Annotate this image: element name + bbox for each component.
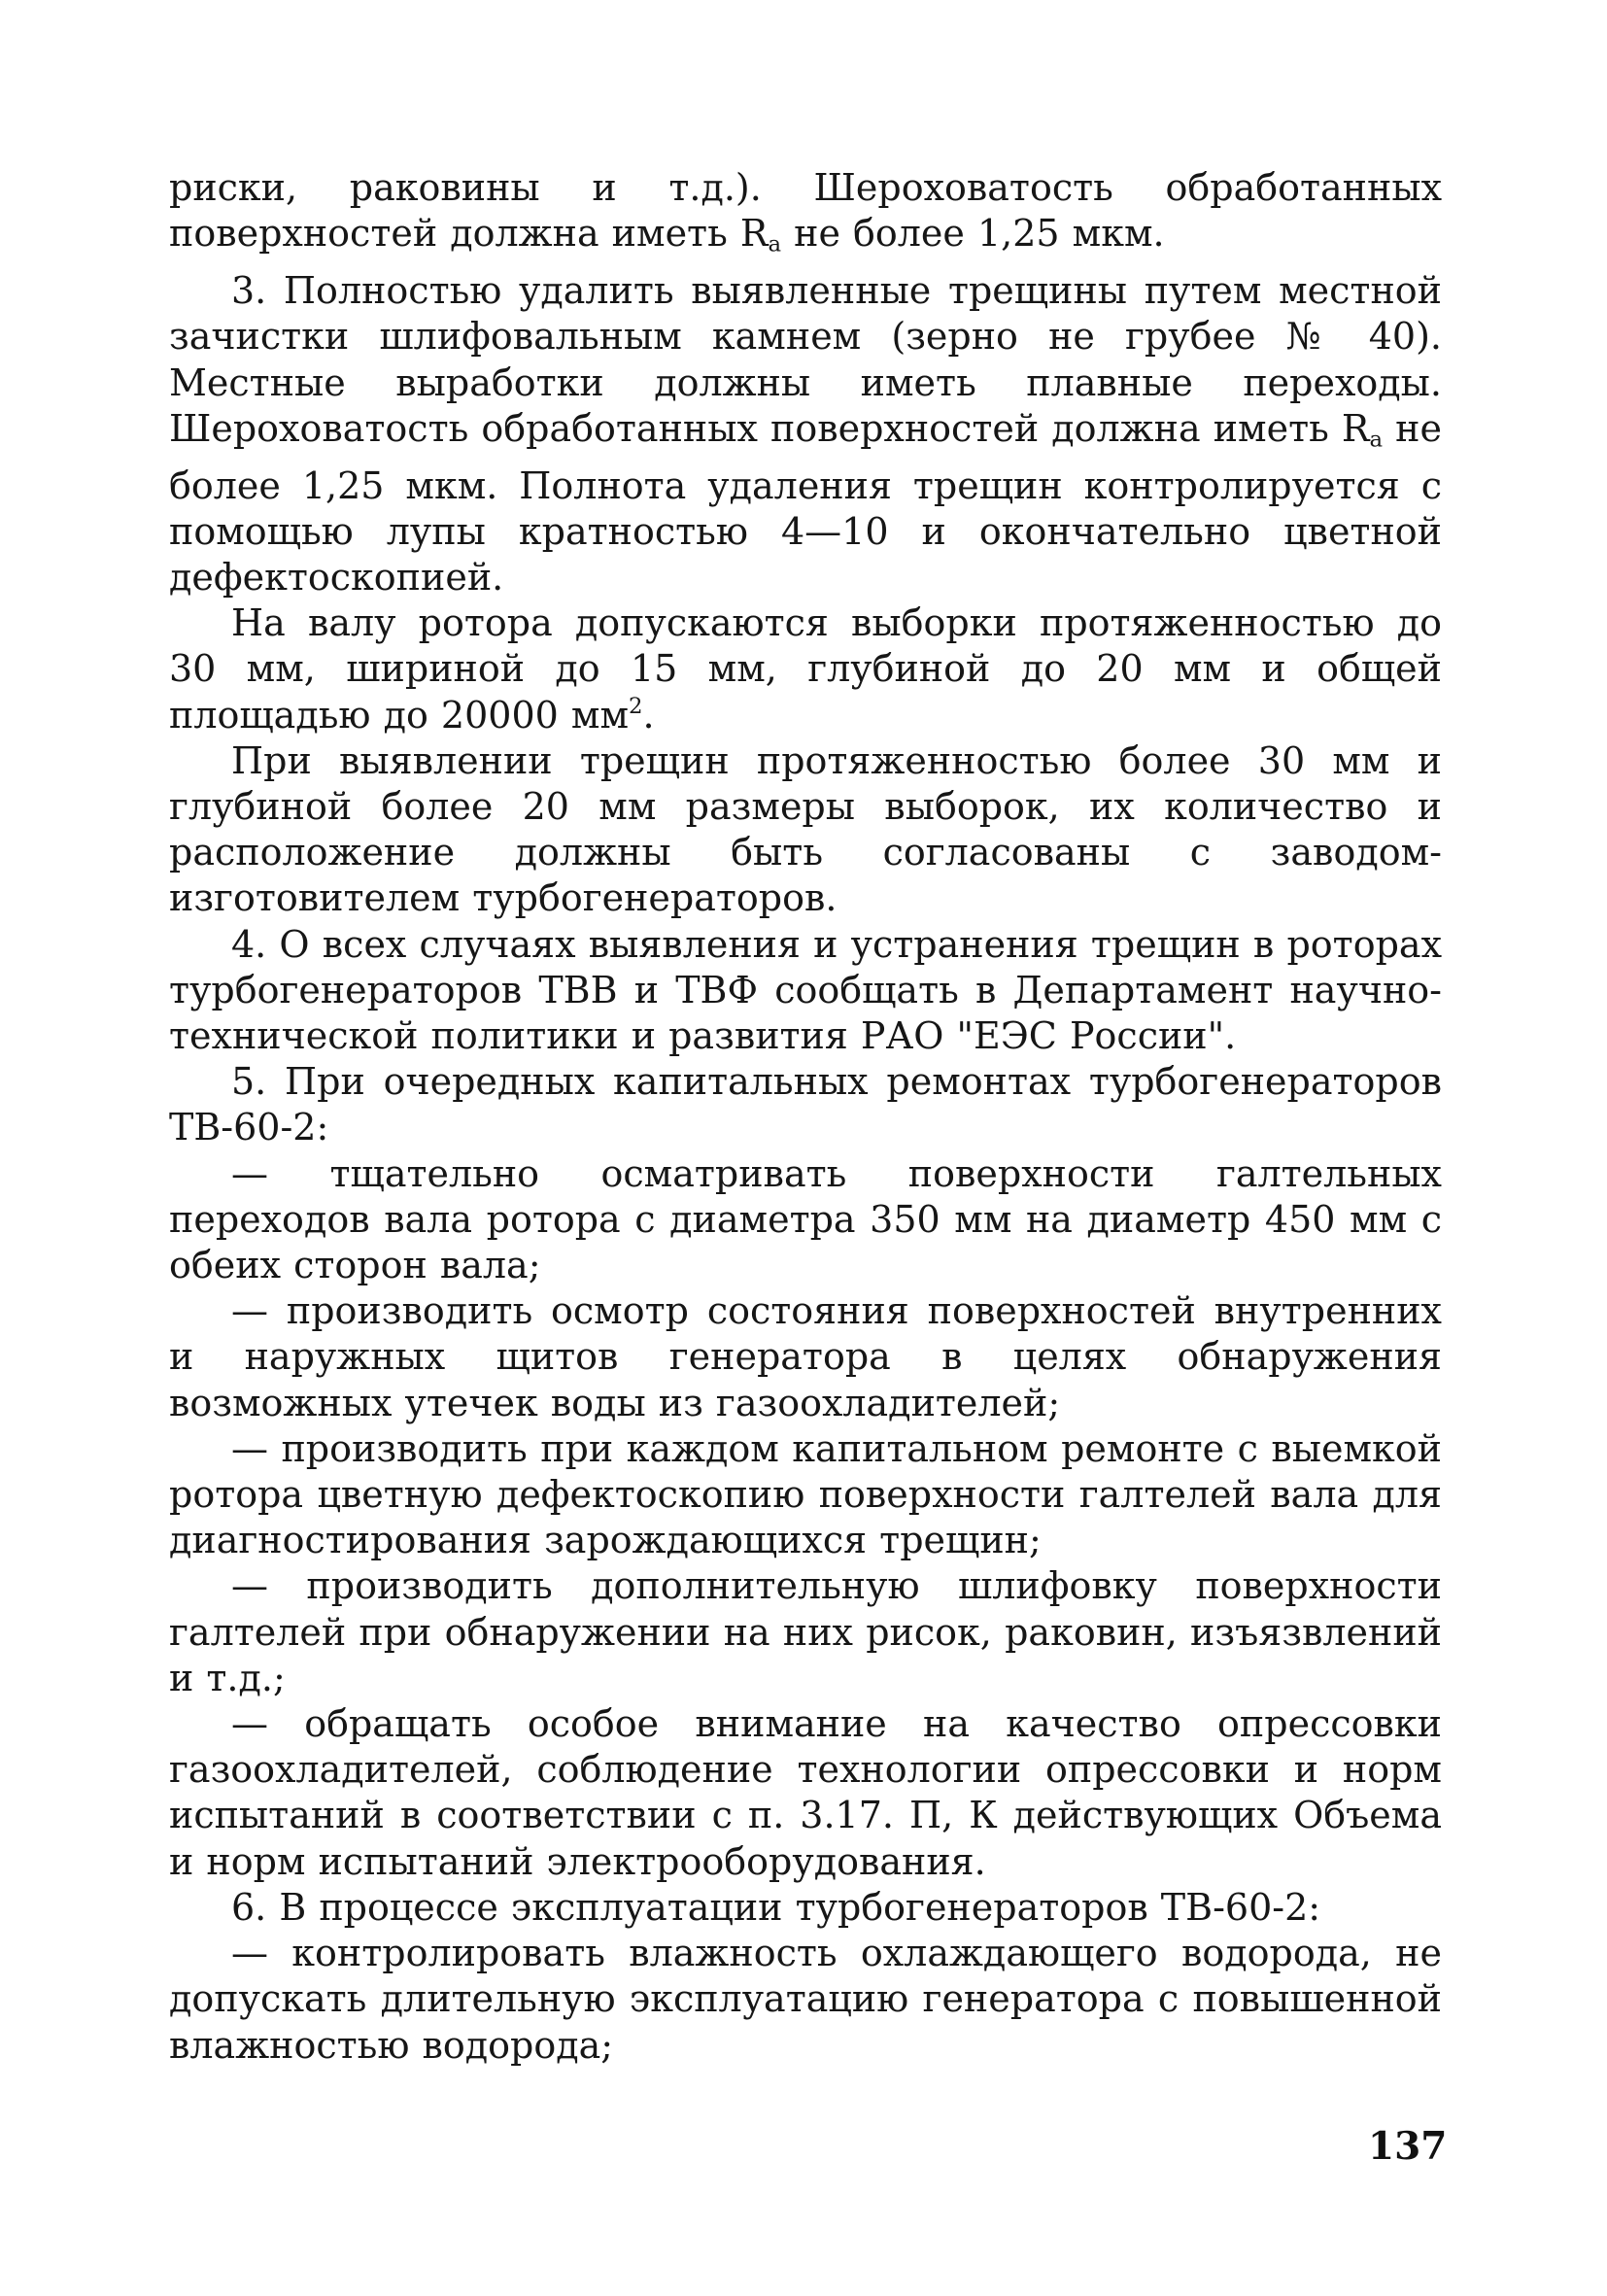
- paragraph-13: — контролировать влажность охлаждающего водорода, не допускать длительную эксплуатацию генератора с повышенной влажностью водорода;: [169, 1932, 1442, 2067]
- paragraph-2-text-b: не более 1,25 мкм. Полнота удаления трещин контролируется с помощью лупы кратностью 4—10 и окончательно цветной дефектоскопией.: [169, 406, 1442, 599]
- paragraph-11: — обращать особое внимание на качество опрессовки газоохладителей, соблюдение технологии опрессовки и норм испытаний в соответствии с п. 3.17. П, К действующих Объема и норм испытаний электрооборудования.: [169, 1702, 1442, 1883]
- paragraph-4: При выявлении трещин протяженностью более 30 мм и глубиной более 20 мм размеры выборок, их количество и расположение должны быть согласованы с заводом-изготовителем турбогенераторов.: [169, 738, 1442, 920]
- paragraph-6: 5. При очередных капитальных ремонтах турбогенераторов ТВ-60-2:: [169, 1060, 1442, 1149]
- paragraph-7: — тщательно осматривать поверхности галтельных переходов вала ротора с диаметра 350 мм на диаметр 450 мм с обеих сторон вала;: [169, 1151, 1442, 1287]
- page-number: 137: [1368, 2124, 1448, 2169]
- paragraph-12: 6. В процессе эксплуатации турбогенераторов ТВ-60-2:: [231, 1885, 1321, 1929]
- paragraph-9: — производить при каждом капитальном ремонте с выемкой ротора цветную дефектоскопию поверхности галтелей вала для диагностирования зарождающихся трещин;: [169, 1426, 1442, 1562]
- paragraph-3: [169, 600, 1442, 738]
- paragraph-3-text-b: .: [642, 693, 655, 737]
- paragraph-5: 4. О всех случаях выявления и устранения трещин в роторах турбогенераторов ТВВ и ТВФ сообщать в Департамент научно-технической политики и развития РАО "ЕЭС России".: [169, 922, 1442, 1058]
- paragraph-3-text-a: На валу ротора допускаются выборки протяженностью до 30 мм, шириной до 15 мм, глубиной до 20 мм и общей площадью до 20000 мм: [169, 601, 1442, 737]
- paragraph-8: — производить осмотр состояния поверхностей внутренних и наружных щитов генератора в целях обнаружения возможных утечек воды из газоохладителей;: [169, 1289, 1442, 1424]
- paragraph-1-text-a: риски, раковины и т.д.). Шероховатость обработанных поверхностей должна иметь R: [169, 166, 1442, 256]
- subscript-a: a: [768, 231, 782, 257]
- paragraph-2: [169, 268, 1442, 600]
- paragraph-1-text-b: не более 1,25 мкм.: [781, 212, 1165, 256]
- superscript-2: 2: [629, 693, 643, 719]
- paragraph-1: [169, 165, 1442, 268]
- paragraph-10: — производить дополнительную шлифовку поверхности галтелей при обнаружении на них рисок, раковин, изъязвлений и т.д.;: [169, 1564, 1442, 1699]
- document-page: [169, 165, 1442, 2167]
- paragraph-2-text-a: 3. Полностью удалить выявленные трещины путем местной зачистки шлифовальным камнем (зерно не грубее № 40). Местные выработки должны иметь плавные переходы. Шероховатость обработанных поверхностей должна иметь R: [169, 269, 1442, 450]
- subscript-a: a: [1369, 427, 1384, 453]
